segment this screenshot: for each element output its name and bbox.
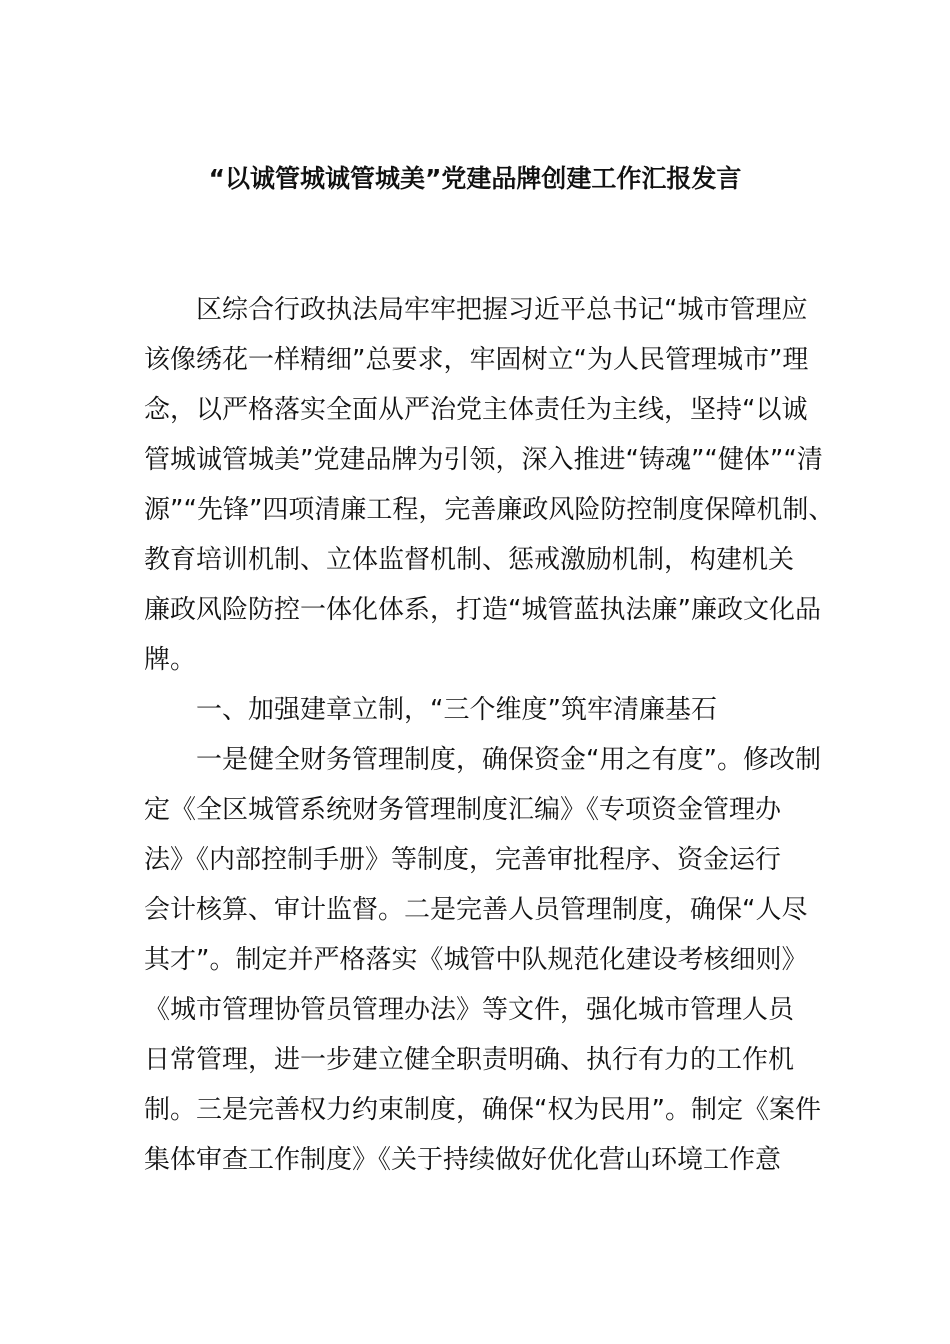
paragraph-line: 廉政风险防控一体化体系，打造“城管蓝执法廉”廉政文化品 bbox=[144, 595, 821, 625]
paragraph-line: 法》《内部控制手册》等制度，完善审批程序、资金运行 bbox=[144, 845, 782, 875]
document-body bbox=[144, 285, 835, 1185]
paragraph-line: 《城市管理协管员管理办法》等文件，强化城市管理人员 bbox=[144, 995, 795, 1025]
paragraph-line: 其才”。制定并严格落实《城管中队规范化建设考核细则》 bbox=[144, 945, 808, 975]
paragraph-line: 区综合行政执法局牢牢把握习近平总书记“城市管理应 bbox=[196, 295, 808, 325]
paragraph-line: 制。三是完善权力约束制度，确保“权为民用”。制定《案件 bbox=[144, 1095, 821, 1125]
paragraph-line: 管城诚管城美”党建品牌为引领，深入推进“铸魂”“健体”“清 bbox=[144, 445, 823, 475]
paragraph-line: 会计核算、审计监督。二是完善人员管理制度，确保“人尽 bbox=[144, 895, 808, 925]
paragraph-line: 一是健全财务管理制度，确保资金“用之有度”。修改制 bbox=[196, 745, 821, 775]
paragraph-line: 定《全区城管系统财务管理制度汇编》《专项资金管理办 bbox=[144, 795, 782, 825]
paragraph-line: 教育培训机制、立体监督机制、惩戒激励机制，构建机关 bbox=[144, 545, 795, 575]
paragraph-line: 集体审查工作制度》《关于持续做好优化营山环境工作意 bbox=[144, 1145, 782, 1175]
section-heading: 一、加强建章立制，“三个维度”筑牢清廉基石 bbox=[196, 695, 717, 725]
document-title: “以诚管城诚管城美”党建品牌创建工作汇报发言 bbox=[208, 164, 742, 193]
paragraph-line: 该像绣花一样精细”总要求，牢固树立“为人民管理城市”理 bbox=[144, 345, 809, 375]
paragraph-line: 源”“先锋”四项清廉工程，完善廉政风险防控制度保障机制、 bbox=[144, 495, 835, 525]
paragraph-line: 牌。 bbox=[144, 645, 197, 675]
paragraph-line: 日常管理，进一步建立健全职责明确、执行有力的工作机 bbox=[144, 1045, 795, 1075]
paragraph-line: 念，以严格落实全面从严治党主体责任为主线，坚持“以诚 bbox=[144, 395, 808, 425]
